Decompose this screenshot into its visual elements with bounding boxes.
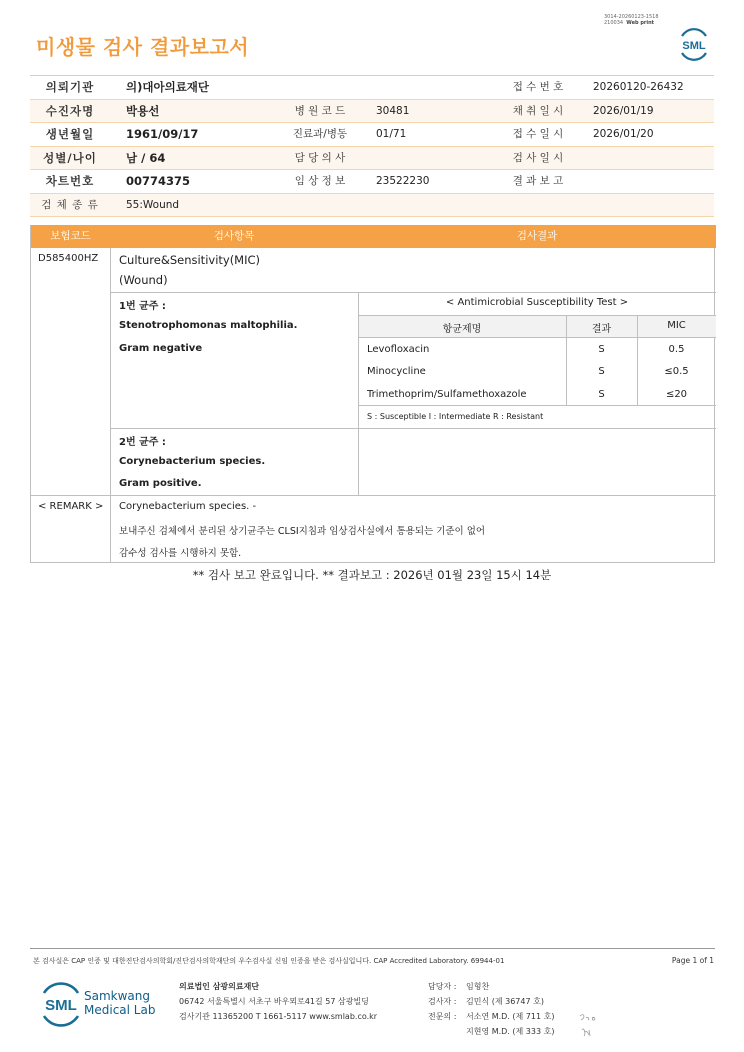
header-result: 검사결과 (516, 230, 558, 242)
info-value: 55:Wound (126, 198, 180, 211)
info-row (30, 76, 714, 100)
info-row (30, 170, 714, 194)
info-value: 20260120-26432 (593, 81, 684, 93)
ast-col-drug: 항균제명 (442, 324, 482, 335)
samkwang-logo (36, 980, 86, 1028)
ast-mic: 0.5 (668, 344, 685, 355)
org-contact: 검사기관 11365200 T 1661-5117 www.smlab.co.kr (179, 1012, 378, 1021)
ast-drug: Minocycline (367, 366, 426, 377)
ast-mic: ≤20 (665, 389, 688, 400)
print-id-web: Web print (626, 20, 655, 26)
staff-name: 임형찬 (466, 982, 490, 991)
ast-legend: S : Susceptible I : Intermediate R : Resistant (367, 412, 544, 421)
info-label: 접 수 일 시 (512, 128, 564, 140)
info-label: 의뢰기관 (45, 80, 95, 94)
info-label: 결 과 보 고 (512, 175, 564, 187)
result-table (30, 225, 715, 563)
print-id-line2: 210034 (604, 20, 624, 26)
signature-image (576, 1010, 610, 1040)
info-label: 진료과/병동 (292, 128, 348, 140)
staff-name: 김민식 (제 36747 호) (466, 997, 544, 1006)
info-value: 의)대아의료재단 (126, 80, 210, 94)
info-label: 채 취 일 시 (512, 104, 564, 117)
completion-note: ** 검사 보고 완료입니다. ** 결과보고 : 2026년 01월 23일 15시 14분 (192, 568, 552, 582)
remark-label: < REMARK > (38, 501, 104, 512)
svg-text:SML: SML (45, 997, 77, 1014)
staff-list (428, 979, 554, 1039)
sml-logo (676, 26, 712, 62)
info-label (280, 76, 360, 99)
info-value: 박용선 (126, 103, 160, 118)
ast-title: < Antimicrobial Susceptibility Test > (445, 297, 629, 308)
brand-line2: Medical Lab (84, 1003, 156, 1017)
remark-line3: 감수성 검사를 시행하지 못함. (119, 548, 242, 559)
page-title: 미생물 검사 결과보고서 (36, 35, 250, 59)
print-id (604, 14, 659, 26)
info-value: 1961/09/17 (126, 127, 199, 141)
result-table-header (31, 225, 716, 248)
info-label (498, 194, 578, 217)
info-value: 2026/01/20 (593, 128, 654, 140)
print-id-line1: 3014-20260123-1518 (604, 14, 659, 20)
org-info (179, 979, 377, 1024)
footer-divider (30, 948, 715, 949)
staff-name: 서소연 M.D. (제 711 호) (466, 1012, 555, 1021)
info-label: 담 당 의 사 (294, 151, 346, 164)
org-name: 의료법인 삼광의료재단 (179, 982, 260, 991)
info-label: 검 체 종 류 (41, 198, 99, 211)
info-row (30, 123, 714, 147)
test-name-specimen: (Wound) (119, 273, 168, 287)
info-label: 차트번호 (45, 174, 95, 188)
organism2-gram: Gram positive. (119, 478, 202, 489)
info-row (30, 194, 714, 218)
accreditation-note: 본 검사실은 CAP 인증 및 대한진단검사의학회/진단검사의학재단의 우수검사실 신임 인증을 받은 검사실입니다. CAP Accredited Laboratory. 69944-01 (33, 957, 505, 965)
patient-info-table (30, 75, 714, 217)
info-label (280, 194, 360, 217)
info-value: 30481 (376, 104, 410, 117)
ast-result: S (598, 344, 605, 355)
info-value: 남 / 64 (126, 150, 166, 165)
brand-line1: Samkwang (84, 989, 150, 1003)
header-code: 보험코드 (50, 230, 91, 242)
staff-role: 담당자 : (428, 982, 457, 991)
svg-text:SML: SML (682, 40, 706, 52)
info-value: 00774375 (126, 174, 191, 188)
ast-drug: Levofloxacin (367, 344, 430, 355)
ast-col-result: 결과 (591, 324, 612, 335)
info-row (30, 147, 714, 171)
info-value: 01/71 (376, 128, 407, 140)
org-address: 06742 서울특별시 서초구 바우뫼로41길 57 삼광빌딩 (179, 997, 369, 1006)
organism1-gram: Gram negative (119, 343, 203, 354)
staff-name: 지현영 M.D. (제 333 호) (466, 1027, 555, 1036)
ast-col-mic: MIC (667, 320, 686, 331)
ast-mic: ≤0.5 (664, 366, 689, 377)
organism1-label: 1번 균주 : (119, 301, 166, 312)
test-name: Culture&Sensitivity(MIC) (119, 253, 261, 267)
ast-result: S (598, 389, 605, 400)
header-item: 검사항목 (213, 230, 255, 242)
info-value: 23522230 (376, 175, 430, 187)
info-label: 생년월일 (45, 127, 95, 141)
remark-line2: 보내주신 검체에서 분리된 상기균주는 CLSI지침과 임상검사실에서 통용되는 기준이 없어 (119, 526, 486, 537)
info-row (30, 100, 714, 124)
ast-result: S (598, 366, 605, 377)
info-label: 접 수 번 호 (512, 81, 564, 93)
remark-line1: Corynebacterium species. - (119, 501, 257, 512)
staff-role: 전문의 : (428, 1012, 457, 1021)
page-number: Page 1 of 1 (671, 956, 714, 965)
organism1-name: Stenotrophomonas maltophilia. (119, 320, 298, 331)
info-label: 수진자명 (45, 103, 95, 118)
organism2-label: 2번 균주 : (119, 437, 166, 448)
info-label: 병 원 코 드 (294, 104, 346, 117)
info-label: 성별/나이 (43, 150, 97, 165)
info-value: 2026/01/19 (593, 104, 654, 117)
info-label: 임 상 정 보 (294, 175, 346, 187)
staff-role: 검사자 : (428, 997, 457, 1006)
insurance-code: D585400HZ (38, 253, 99, 264)
brand-name (84, 989, 155, 1017)
ast-drug: Trimethoprim/Sulfamethoxazole (367, 389, 527, 400)
info-label: 검 사 일 시 (512, 151, 564, 164)
organism2-name: Corynebacterium species. (119, 456, 266, 467)
